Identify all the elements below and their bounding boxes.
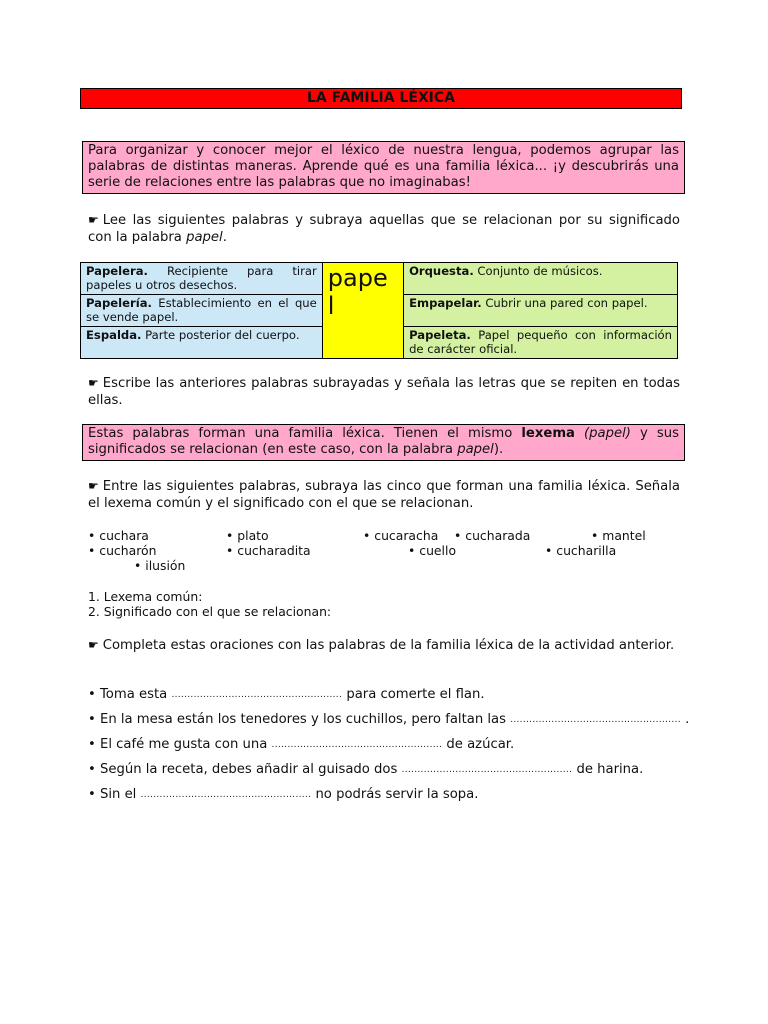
activity-1-keyword: papel — [186, 230, 223, 245]
list-item — [226, 543, 311, 558]
table-definition: Establecimiento en el que se vende papel. — [86, 296, 317, 324]
table-word: Espalda. — [86, 328, 142, 342]
list-item — [226, 528, 269, 543]
activity-4-text: Completa estas oraciones con las palabras de la familia léxica de la actividad anterior. — [102, 638, 675, 653]
blank-line: ...................................................... — [401, 765, 573, 775]
table-definition: Parte posterior del cuerpo. — [145, 328, 300, 342]
definition-italic-1: (papel) — [574, 426, 631, 441]
table-definition: Cubrir una pared con papel. — [485, 296, 648, 310]
sentence-start: El café me gusta con una — [99, 737, 268, 752]
blank-line: ...................................................... — [171, 690, 343, 700]
list-item — [591, 528, 646, 543]
sentence-end: para comerte el flan. — [346, 687, 485, 702]
table-word: Papelera. — [86, 264, 148, 278]
blank-line: ...................................................... — [271, 740, 443, 750]
activity-1-period: . — [222, 230, 227, 245]
bullet: • — [226, 543, 234, 558]
bullet: • — [88, 528, 96, 543]
activity-4-instruction — [88, 637, 680, 654]
table-cell-left — [81, 327, 323, 359]
sentence-end: no podrás servir la sopa. — [315, 787, 479, 802]
center-word-bottom: l — [327, 292, 335, 320]
table-cell-right — [404, 327, 678, 359]
fill-in-sentence — [88, 711, 689, 729]
bullet: • — [88, 687, 96, 702]
sentence-end: . — [685, 712, 690, 727]
bullet: • — [88, 712, 96, 727]
pointing-hand-icon: ☛ — [88, 479, 99, 493]
word: cucharón — [99, 543, 157, 558]
table-definition: Recipiente para tirar papeles u otros desechos. — [86, 264, 317, 292]
sentence-start: Según la receta, debes añadir al guisado dos — [99, 762, 398, 777]
activity-2-text: Escribe las anteriores palabras subrayadas y señala las letras que se repiten en todas ellas. — [88, 376, 680, 408]
definition-italic-2: papel — [457, 442, 494, 457]
table-word: Papeleta. — [409, 328, 471, 342]
definition-text-1: Estas palabras forman una familia léxica. Tienen el mismo — [88, 426, 522, 441]
table-word: Orquesta. — [409, 264, 474, 278]
sentence-start: Toma esta — [99, 687, 168, 702]
table-cell-left — [81, 263, 323, 295]
bullet: • — [408, 543, 416, 558]
bullet: • — [363, 528, 371, 543]
question-significado: 2. Significado con el que se relacionan: — [88, 604, 332, 619]
definition-box — [82, 424, 685, 461]
list-item — [545, 543, 616, 558]
activity-2-instruction — [88, 375, 680, 409]
bullet: • — [454, 528, 462, 543]
bullet: • — [88, 543, 96, 558]
table-cell-right — [404, 295, 678, 327]
word: cucaracha — [374, 528, 439, 543]
activity-3-instruction — [88, 478, 680, 512]
bullet: • — [545, 543, 553, 558]
word: cucharilla — [556, 543, 617, 558]
definition-text-2: y sus significados se relacionan (en este caso, con la palabra — [88, 426, 679, 457]
word: cuchara — [99, 528, 149, 543]
fill-in-sentence — [88, 686, 485, 704]
sentence-start: En la mesa están los tenedores y los cuchillos, pero faltan las — [99, 712, 506, 727]
activity-1-text: Lee las siguientes palabras y subraya aquellas que se relacionan por su significado con la palabra — [88, 213, 680, 245]
blank-line: ...................................................... — [510, 715, 681, 725]
word: cucharada — [465, 528, 531, 543]
table-row — [81, 263, 678, 295]
list-item — [363, 528, 438, 543]
sentence-end: de azúcar. — [446, 737, 515, 752]
word: plato — [237, 528, 269, 543]
word-definition-table — [80, 262, 678, 359]
sentence-start: Sin el — [99, 787, 137, 802]
bullet: • — [134, 558, 142, 573]
bullet: • — [591, 528, 599, 543]
word: cuello — [419, 543, 457, 558]
definition-bold: lexema — [521, 426, 575, 441]
pointing-hand-icon: ☛ — [88, 638, 99, 652]
bullet: • — [88, 787, 96, 802]
table-word: Papelería. — [86, 296, 152, 310]
list-item — [88, 528, 149, 543]
list-item — [454, 528, 530, 543]
fill-in-sentence — [88, 736, 514, 754]
definition-text-3: ). — [493, 442, 504, 457]
table-definition: Papel pequeño con información de carácter oficial. — [409, 328, 672, 356]
activity-3-text: Entre las siguientes palabras, subraya las cinco que forman una familia léxica. Señala el lexema común y el significado con el que se relacionan. — [88, 479, 680, 511]
pointing-hand-icon: ☛ — [88, 376, 99, 390]
blank-line: ...................................................... — [140, 790, 312, 800]
question-lexema: 1. Lexema común: — [88, 589, 203, 604]
page-title: LA FAMILIA LÉXICA — [80, 88, 682, 109]
center-word-cell — [322, 263, 403, 359]
bullet: • — [88, 737, 96, 752]
center-word-top: pape — [327, 264, 388, 292]
table-definition: Conjunto de músicos. — [477, 264, 603, 278]
table-cell-left — [81, 295, 323, 327]
pointing-hand-icon: ☛ — [88, 213, 99, 227]
fill-in-sentence — [88, 786, 478, 804]
intro-box: Para organizar y conocer mejor el léxico de nuestra lengua, podemos agrupar las palabras de distintas maneras. Aprende qué es una familia léxica... ¡y descubrirás una serie de relaciones entre las palabras que no imaginabas! — [82, 141, 685, 194]
table-word: Empapelar. — [409, 296, 482, 310]
word: ilusión — [145, 558, 186, 573]
fill-in-sentence — [88, 761, 643, 779]
list-item — [408, 543, 456, 558]
sentence-end: de harina. — [576, 762, 644, 777]
word: cucharadita — [237, 543, 311, 558]
bullet: • — [226, 528, 234, 543]
activity-1-instruction — [88, 212, 680, 246]
word: mantel — [602, 528, 646, 543]
list-item — [134, 558, 185, 573]
list-item — [88, 543, 156, 558]
table-cell-right — [404, 263, 678, 295]
bullet: • — [88, 762, 96, 777]
